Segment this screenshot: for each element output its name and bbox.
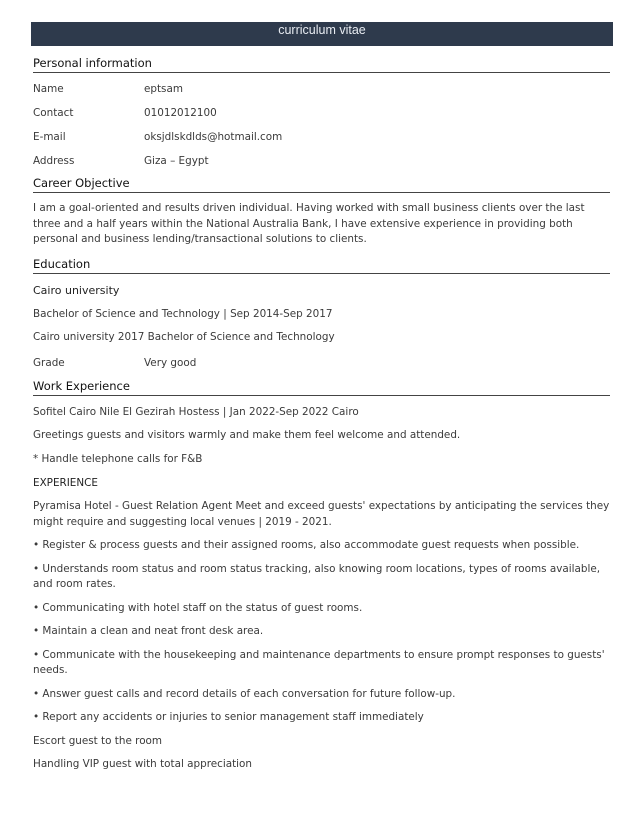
list-item: • Register & process guests and their assigned rooms, also accommodate guest requests when possible.	[33, 539, 580, 551]
education-school: Cairo university	[33, 283, 120, 297]
list-item: • Communicate with the housekeeping and maintenance departments to ensure prompt responses to guests' needs.	[33, 648, 605, 676]
list-item: • Answer guest calls and record details of each conversation for future follow-up.	[33, 687, 456, 700]
career-objective-heading: Career Objective	[33, 176, 610, 193]
extra-duty: Escort guest to the room	[33, 734, 163, 747]
list-item: • Report any accidents or injuries to senior management staff immediately	[33, 711, 424, 723]
personal-info-heading: Personal information	[33, 56, 610, 73]
info-label: Contact	[33, 107, 74, 119]
experience-label: EXPERIENCE	[33, 477, 98, 489]
career-objective-text: I am a goal-oriented and results driven individual. Having worked with small business clients over the last three and a half years within the National Australia Bank, I have extensive experience in providing both personal and business lending/transactional solutions to clients.	[33, 202, 585, 245]
info-value: eptsam	[144, 83, 183, 95]
info-label: E-mail	[33, 131, 66, 143]
education-degree: Bachelor of Science and Technology | Sep 2014-Sep 2017	[33, 307, 333, 320]
info-row-name	[33, 82, 610, 96]
personal-info-rows	[33, 82, 610, 168]
info-label: Name	[33, 83, 64, 95]
list-item: • Understands room status and room status tracking, also knowing room locations, types of rooms available, and room rates.	[33, 562, 601, 590]
work-experience-heading: Work Experience	[33, 379, 610, 396]
info-row-email	[33, 130, 610, 144]
info-value: oksjdlskdlds@hotmail.com	[144, 131, 283, 143]
info-value: 01012012100	[144, 107, 217, 119]
education-heading: Education	[33, 257, 610, 274]
cv-content	[33, 56, 610, 773]
cv-title-banner: curriculum vitae	[31, 22, 613, 46]
job-task: * Handle telephone calls for F&B	[33, 452, 203, 465]
job-entry: Pyramisa Hotel - Guest Relation Agent Meet and exceed guests' expectations by anticipating the services they might require and suggesting local venues | 2019 - 2021.	[33, 500, 610, 528]
extra-duty: Handling VIP guest with total appreciation	[33, 758, 252, 770]
info-row-contact	[33, 106, 610, 120]
education-grade-row	[33, 356, 610, 370]
list-item: • Communicating with hotel staff on the status of guest rooms.	[33, 601, 363, 614]
info-row-address	[33, 154, 610, 168]
grade-value: Very good	[144, 356, 197, 369]
education-detail: Cairo university 2017 Bachelor of Science and Technology	[33, 331, 335, 343]
info-label: Address	[33, 155, 75, 167]
info-value: Giza – Egypt	[144, 155, 209, 167]
duty-list	[33, 538, 610, 726]
job-entry: Sofitel Cairo Nile El Gezirah Hostess | Jan 2022-Sep 2022 Cairo	[33, 405, 359, 418]
job-description: Greetings guests and visitors warmly and make them feel welcome and attended.	[33, 429, 461, 441]
list-item: • Maintain a clean and neat front desk area.	[33, 625, 264, 637]
grade-label: Grade	[33, 356, 65, 369]
